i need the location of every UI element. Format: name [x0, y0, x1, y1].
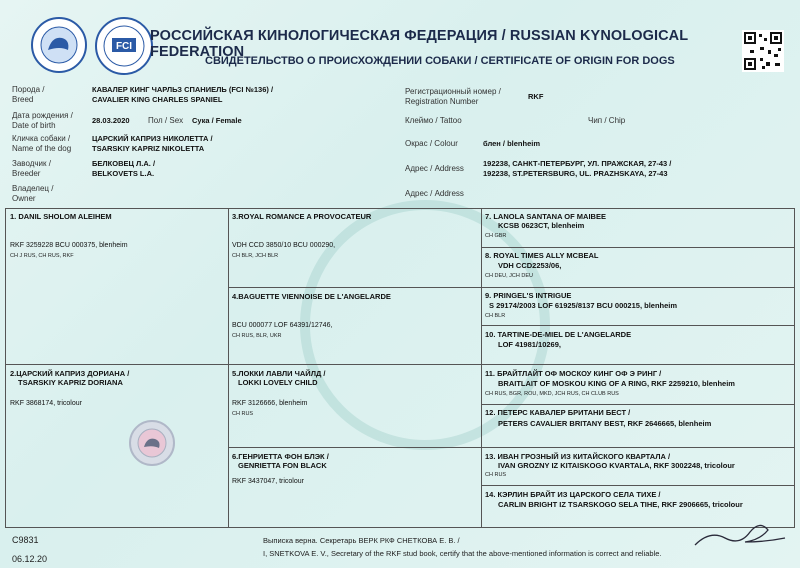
- breed-value-ru: КАВАЛЕР КИНГ ЧАРЛЬЗ СПАНИЕЛЬ (FCI №136) /: [92, 85, 274, 94]
- colour-label: Окрас / Colour: [405, 139, 458, 148]
- sire-name: 1. DANIL SHOLOM ALEIHEM: [10, 212, 112, 221]
- footer-code: C9831: [12, 535, 39, 545]
- grandsire-3-titles: CH BLR, JCH BLR: [232, 253, 279, 259]
- ancestor-9-name: 9. PRINGEL'S INTRIGUE: [485, 291, 572, 300]
- granddam-4-reg: BCU 000077 LOF 64391/12746,: [232, 322, 333, 329]
- owner-label-en: Owner: [12, 194, 36, 203]
- ancestor-11-name-en: BRAITLAIT OF MOSKOU KING OF A RING, RKF 2259210, blenheim: [498, 379, 735, 388]
- address-label: Адрес / Address: [405, 164, 464, 173]
- document-title: РОССИЙСКАЯ КИНОЛОГИЧЕСКАЯ ФЕДЕРАЦИЯ / RUSSIAN KYNOLOGICAL FEDERATION: [150, 28, 688, 60]
- grandsire-5-name-ru: 5.ЛОККИ ЛАВЛИ ЧАЙЛД /: [232, 369, 326, 378]
- ancestor-12-name-ru: 12. ПЕТЕРС КАВАЛЕР БРИТАНИ БЕСТ /: [485, 408, 631, 417]
- footer-certification-ru: Выписка верна. Секретарь ВЕРК РКФ СНЕТКОВА Е. В. /: [263, 536, 460, 545]
- dog-name-value-en: TSARSKIY KAPRIZ NIKOLETTA: [92, 144, 205, 153]
- ancestor-11-name-ru: 11. БРАЙТЛАЙТ ОФ МОСКОУ КИНГ ОФ Э РИНГ /: [485, 369, 662, 378]
- footer-date: 06.12.20: [12, 554, 48, 564]
- sex-value: Сука / Female: [192, 116, 242, 125]
- address-value-en: 192238, ST.PETERSBURG, UL. PRAZHSKAYA, 27-43: [483, 169, 668, 178]
- rkf-logo-icon: [30, 16, 88, 74]
- ancestor-13-name-en: IVAN GROZNY IZ KITAISKOGO KVARTALA, RKF 3002248, tricolour: [498, 461, 735, 470]
- sire-titles: CH J RUS, CH RUS, RKF: [10, 253, 74, 259]
- ancestor-9-titles: CH BLR: [485, 313, 506, 319]
- grandsire-3-name: 3.ROYAL ROMANCE A PROVOCATEUR: [232, 212, 372, 221]
- grandsire-5-titles: CH RUS: [232, 411, 254, 417]
- dog-name-label-en: Name of the dog: [12, 144, 72, 153]
- ancestor-8-name: 8. ROYAL TIMES ALLY MCBEAL: [485, 251, 599, 260]
- breeder-value-en: BELKOVETS L.A.: [92, 169, 155, 178]
- sex-label: Пол / Sex: [148, 116, 184, 125]
- document-subtitle: СВИДЕТЕЛЬСТВО О ПРОИСХОЖДЕНИИ СОБАКИ / CERTIFICATE OF ORIGIN FOR DOGS: [205, 55, 675, 67]
- ancestor-8-reg: VDH CCD2253/06,: [498, 261, 562, 270]
- grandsire-3-reg: VDH CCD 3850/10 BCU 000290,: [232, 242, 336, 249]
- breeder-label-ru: Заводчик /: [12, 159, 51, 168]
- rkf-hologram-icon: [128, 419, 176, 467]
- reg-number-label-en: Registration Number: [405, 97, 479, 106]
- ancestor-13-titles: CH RUS: [485, 472, 507, 478]
- ancestor-12-name-en: PETERS CAVALIER BRITANY BEST, RKF 2646665, blenheim: [498, 419, 712, 428]
- footer-certification-en: I, SNETKOVA E. V., Secretary of the RKF stud book, certify that the above-mentioned information is correct and reliable.: [263, 549, 662, 558]
- granddam-4-titles: CH RUS, BLR, UKR: [232, 333, 282, 339]
- dob-value: 28.03.2020: [92, 116, 130, 125]
- reg-number-value: RKF: [528, 92, 544, 101]
- colour-value: блен / blenheim: [483, 139, 540, 148]
- ancestor-13-name-ru: 13. ИВАН ГРОЗНЫЙ ИЗ КИТАЙСКОГО КВАРТАЛА /: [485, 452, 671, 461]
- breed-value-en: CAVALIER KING CHARLES SPANIEL: [92, 95, 223, 104]
- dog-name-label-ru: Кличка собаки /: [12, 134, 71, 143]
- dam-name-ru: 2.ЦАРСКИЙ КАПРИЗ ДОРИАНА /: [10, 369, 130, 378]
- granddam-4-name: 4.BAGUETTE VIENNOISE DE L'ANGELARDE: [232, 292, 391, 301]
- ancestor-7-titles: CH GBR: [485, 233, 507, 239]
- ancestor-10-reg: LOF 41981/10269,: [498, 340, 561, 349]
- dob-label-ru: Дата рождения /: [12, 111, 73, 120]
- breeder-label-en: Breeder: [12, 169, 41, 178]
- ancestor-11-titles: CH RUS, BGR, ROU, MKD, JCH RUS, CH CLUB RUS: [485, 391, 619, 397]
- tattoo-label: Клеймо / Tattoo: [405, 116, 462, 125]
- chip-label: Чип / Chip: [588, 116, 626, 125]
- ancestor-7-name: 7. LANOLA SANTANA OF MAIBEE: [485, 212, 606, 221]
- address-value-ru: 192238, САНКТ-ПЕТЕРБУРГ, УЛ. ПРАЖСКАЯ, 27-43 /: [483, 159, 672, 168]
- dog-name-value-ru: ЦАРСКИЙ КАПРИЗ НИКОЛЕТТА /: [92, 134, 213, 143]
- ancestor-9-reg: S 29174/2003 LOF 61925/8137 BCU 000215, blenheim: [489, 301, 678, 310]
- ancestor-8-titles: CH DEU, JCH DEU: [485, 273, 533, 279]
- sire-reg: RKF 3259228 BCU 000375, blenheim: [10, 242, 128, 249]
- fci-logo-text: FCI: [115, 41, 133, 52]
- grandsire-5-reg: RKF 3126666, blenheim: [232, 400, 308, 407]
- owner-label-ru: Владелец /: [12, 184, 54, 193]
- ancestor-14-name-en: CARLIN BRIGHT IZ TSARSKOGO SELA TIHE, RKF 2906665, tricolour: [498, 500, 743, 509]
- reg-number-label-ru: Регистрационный номер /: [405, 87, 501, 96]
- dam-name-en: TSARSKIY KAPRIZ DORIANA: [18, 378, 123, 387]
- pedigree-table: [5, 208, 795, 528]
- ancestor-10-name: 10. TARTINE-DE-MIEL DE L'ANGELARDE: [485, 330, 632, 339]
- dam-reg: RKF 3868174, tricolour: [10, 400, 82, 407]
- breed-label-ru: Порода /: [12, 85, 45, 94]
- fci-logo-icon: [94, 16, 154, 76]
- granddam-6-name-ru: 6.ГЕНРИЕТТА ФОН БЛЭК /: [232, 452, 329, 461]
- grandsire-5-name-en: LOKKI LOVELY CHILD: [238, 378, 318, 387]
- qr-code-icon: [742, 30, 784, 72]
- signature-icon: [690, 510, 790, 555]
- ancestor-14-name-ru: 14. КЭРЛИН БРАЙТ ИЗ ЦАРСКОГО СЕЛА ТИХЕ /: [485, 490, 661, 499]
- breeder-value-ru: БЕЛКОВЕЦ Л.А. /: [92, 159, 156, 168]
- granddam-6-name-en: GENRIETTA FON BLACK: [238, 461, 327, 470]
- ancestor-7-reg: KCSB 0623CT, blenheim: [498, 221, 585, 230]
- granddam-6-reg: RKF 3437047, tricolour: [232, 478, 304, 485]
- owner-address-label: Адрес / Address: [405, 189, 464, 198]
- breed-label-en: Breed: [12, 95, 34, 104]
- dob-label-en: Date of birth: [12, 121, 56, 130]
